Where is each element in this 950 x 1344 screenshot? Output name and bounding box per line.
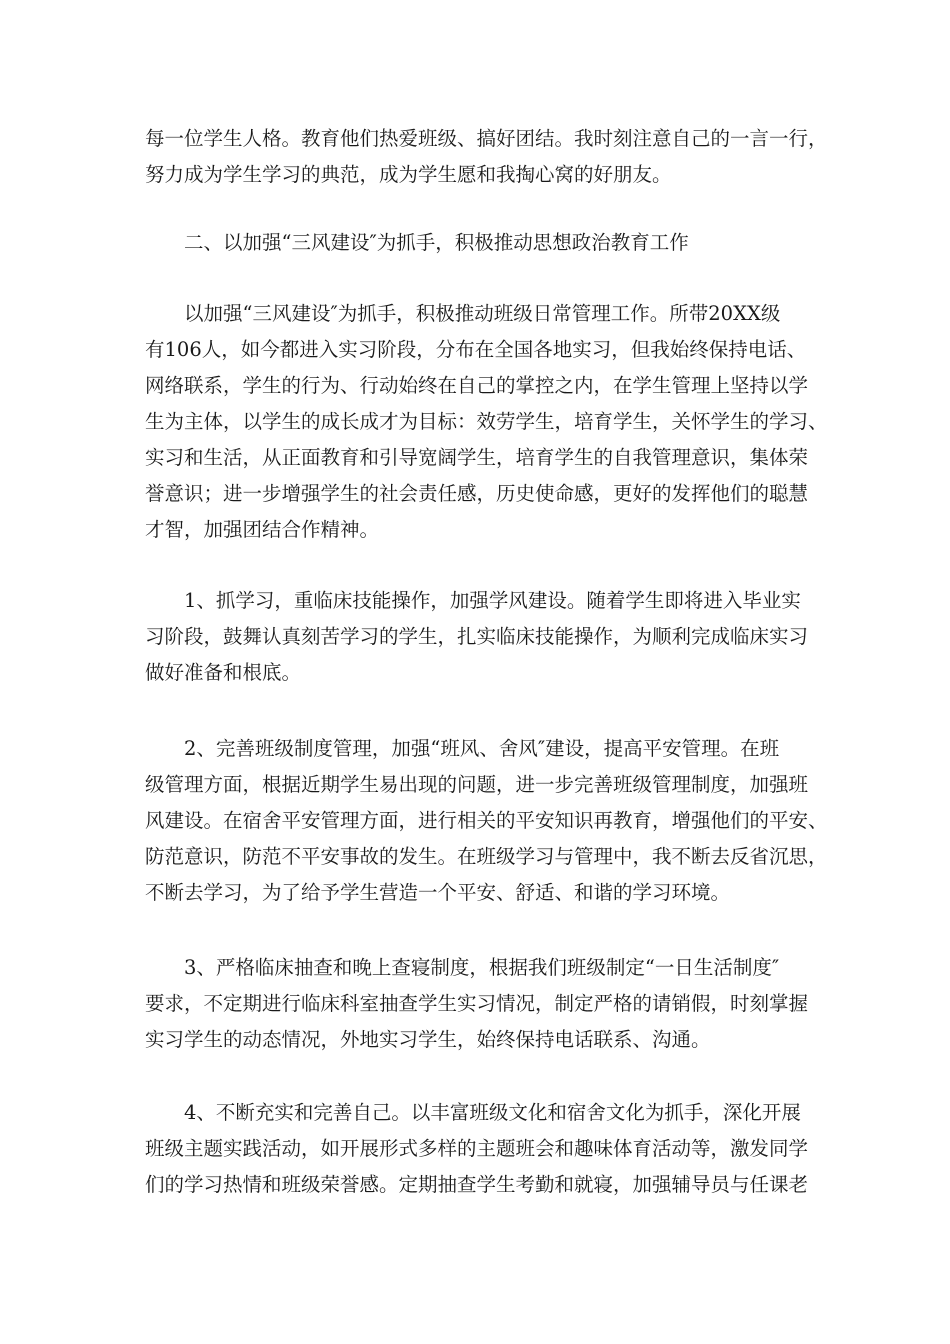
text-line: 誉意识；进一步增强学生的社会责任感，历史使命感，更好的发挥他们的聪慧 (145, 482, 809, 505)
paragraph-intro-continuation (145, 121, 828, 193)
paragraph-item-2 (145, 731, 828, 911)
text-line: 习阶段，鼓舞认真刻苦学习的学生，扎实临床技能操作，为顺利完成临床实习 (145, 625, 809, 648)
text-line: 防范意识，防范不平安事故的发生。在班级学习与管理中，我不断去反省沉思， (145, 845, 828, 868)
section-heading-two (145, 225, 810, 261)
text-line: 4、不断充实和完善自己。以丰富班级文化和宿舍文化为抓手，深化开展 (145, 1101, 801, 1124)
text-line: 二、以加强“三风建设″为抓手，积极推动思想政治教育工作 (145, 231, 689, 254)
text-line: 有106人，如今都进入实习阶段，分布在全国各地实习，但我始终保持电话、 (145, 338, 807, 361)
text-line: 要求，不定期进行临床科室抽查学生实习情况，制定严格的请销假，时刻掌握 (145, 992, 809, 1015)
text-line: 不断去学习，为了给予学生营造一个平安、舒适、和谐的学习环境。 (145, 881, 731, 904)
text-line: 做好准备和根底。 (145, 661, 302, 684)
text-line: 以加强“三风建设″为抓手，积极推动班级日常管理工作。所带20XX级 (145, 302, 781, 325)
text-line: 每一位学生人格。教育他们热爱班级、搞好团结。我时刻注意自己的一言一行， (145, 127, 828, 150)
text-line: 实习学生的动态情况，外地实习学生，始终保持电话联系、沟通。 (145, 1028, 711, 1051)
text-line: 风建设。在宿舍平安管理方面，进行相关的平安知识再教育，增强他们的平安、 (145, 809, 828, 832)
text-line: 努力成为学生学习的典范，成为学生愿和我掏心窝的好朋友。 (145, 163, 672, 186)
text-line: 2、完善班级制度管理，加强“班风、舍风″建设，提高平安管理。在班 (145, 737, 780, 760)
paragraph-item-3 (145, 950, 810, 1058)
text-line: 生为主体，以学生的成长成才为目标：效劳学生，培育学生，关怀学生的学习、 (145, 410, 828, 433)
text-line: 实习和生活，从正面教育和引导宽阔学生，培育学生的自我管理意识，集体荣 (145, 446, 809, 469)
text-line: 3、严格临床抽查和晚上查寝制度，根据我们班级制定“一日生活制度″ (145, 956, 780, 979)
text-line: 网络联系，学生的行为、行动始终在自己的掌控之内，在学生管理上坚持以学 (145, 374, 809, 397)
paragraph-item-4 (145, 1095, 810, 1203)
paragraph-item-1 (145, 583, 810, 691)
text-line: 才智，加强团结合作精神。 (145, 518, 380, 541)
text-line: 1、抓学习，重临床技能操作，加强学风建设。随着学生即将进入毕业实 (145, 589, 801, 612)
text-line: 班级主题实践活动，如开展形式多样的主题班会和趣味体育活动等，激发同学 (145, 1137, 809, 1160)
text-line: 级管理方面，根据近期学生易出现的问题，进一步完善班级管理制度，加强班 (145, 773, 809, 796)
text-line: 们的学习热情和班级荣誉感。定期抽查学生考勤和就寝，加强辅导员与任课老 (145, 1173, 809, 1196)
paragraph-class-management (145, 296, 828, 548)
